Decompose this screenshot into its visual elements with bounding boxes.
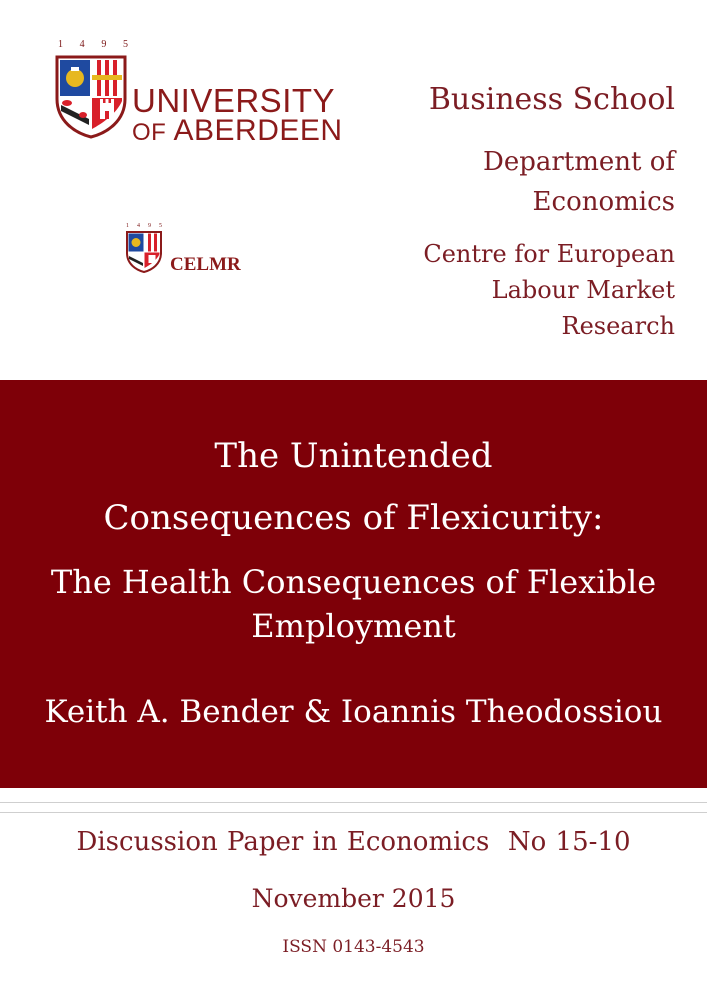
university-name-line1: UNIVERSITY [132, 82, 336, 119]
publication-date: November 2015 [251, 884, 456, 913]
logo-year-digit: 9 [101, 39, 107, 50]
divider [0, 802, 707, 803]
celmr-year-digit: 5 [159, 223, 162, 229]
university-name-aberdeen: ABERDEEN [173, 114, 343, 147]
paper-title-line1: The Unintended [214, 436, 493, 476]
logo-year-digit: 5 [122, 39, 128, 50]
celmr-founding-year [126, 223, 162, 229]
department-line1: Department of [482, 147, 675, 177]
paper-title-line2: Consequences of Flexicurity: [103, 498, 604, 538]
divider [0, 812, 707, 813]
department-heading [483, 142, 675, 222]
title-banner [0, 380, 707, 788]
business-school-heading: Business School [428, 82, 675, 117]
issn-number: ISSN 0143-4543 [282, 937, 425, 957]
paper-authors: Keith A. Bender & Ioannis Theodossiou [44, 694, 663, 730]
celmr-label: CELMR [170, 254, 241, 275]
centre-line3: Research [561, 312, 675, 340]
university-name-of: OF [132, 119, 167, 146]
paper-subtitle: The Health Consequences of Flexible Employment [50, 563, 657, 645]
logo-year-digit: 1 [58, 39, 63, 50]
discussion-paper-number: Discussion Paper in Economics No 15-10 [76, 827, 631, 857]
centre-heading [423, 236, 675, 344]
celmr-year-digit: 1 [126, 223, 129, 229]
celmr-year-digit: 4 [137, 223, 140, 229]
logo-year-digit: 4 [79, 39, 85, 50]
university-crest-icon [55, 55, 127, 139]
university-name [132, 82, 343, 148]
centre-line2: Labour Market [491, 276, 675, 304]
celmr-crest-icon [126, 230, 162, 274]
department-line2: Economics [532, 187, 675, 217]
celmr-year-digit: 9 [148, 223, 151, 229]
university-name-line2 [132, 116, 343, 148]
logo-founding-year [58, 39, 128, 50]
centre-line1: Centre for European [423, 240, 675, 268]
